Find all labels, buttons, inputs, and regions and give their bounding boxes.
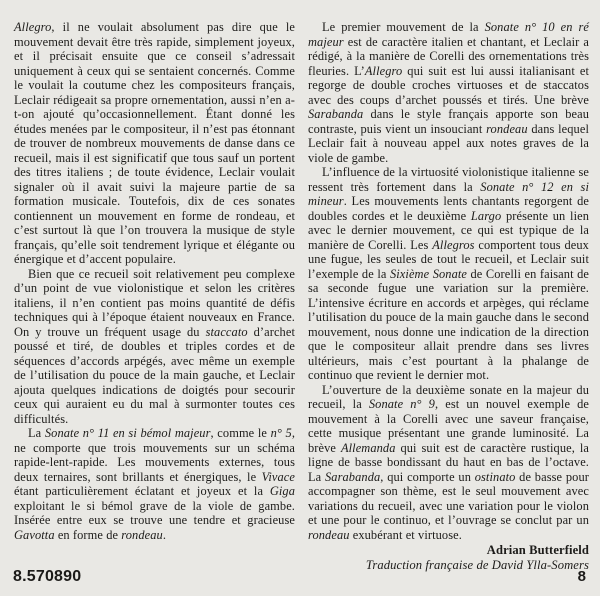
italic-text-segment: Sixième Sonate <box>389 266 468 281</box>
italic-text-segment: rondeau <box>308 527 350 542</box>
text-segment: , qui comporte un <box>380 469 475 484</box>
left-text-column <box>14 20 295 572</box>
italic-text-segment: Sonate n° 11 en si bémol majeur <box>44 426 211 440</box>
signature-block <box>308 543 589 572</box>
text-segment: La <box>28 426 45 440</box>
italic-text-segment: Allegros <box>432 237 475 252</box>
italic-text-segment: Sarabanda <box>308 107 364 121</box>
text-segment: , est un nouvel exemple de mouvement à la Corelli avec une saveur française, cette musique présentant une grande luminosité. La brève <box>308 397 590 455</box>
italic-text-segment: ostinato <box>474 469 516 484</box>
text-segment: , ne comporte que trois mouvements sur un schéma rapide-lent-rapide. Les mouvements externes, tous deux ternaires, sont brillants et énergiques, le <box>14 426 296 484</box>
text-segment: comportent tous deux une fugue, les seules de tout le recueil, et Leclair suit l’exemple de la <box>308 237 589 281</box>
text-segment: dans le style français apporte son beau contraste, puis vient un insouciant <box>308 107 589 136</box>
italic-text-segment: Allemanda <box>340 440 396 455</box>
italic-text-segment: Allegro <box>364 63 403 78</box>
italic-text-segment: rondeau <box>121 527 163 542</box>
text-segment: qui suit est lui aussi italianisant et regorge de double croches virtuoses et de staccatos avec des coups d’archet poussés et tirés. Une brève <box>308 63 589 107</box>
text-segment: de basse pour accompagner son thème, est le seul mouvement avec variations du recueil, avec une variation pour le violon et une pour le continuo, et l’ouvrage se conclut par un <box>308 469 589 527</box>
italic-text-segment: rondeau <box>486 121 528 136</box>
text-segment: en forme de <box>54 527 122 542</box>
paragraph <box>14 426 295 542</box>
text-segment: présente un lien avec le dernier mouvement, ce qui est typique de la manière de Corelli. Les <box>308 208 590 252</box>
text-segment: exploitant le si bémol grave de la viole de gambe. Insérée entre eux se trouve une tendre et gracieuse <box>14 498 295 527</box>
text-segment: est de caractère italien et chantant, et Leclair a rédigé, à la manière de Corelli des ornementations très fleuries. L’ <box>308 34 589 78</box>
translation-credit: Traduction française de David Ylla-Somers <box>365 557 589 572</box>
italic-text-segment: Sarabanda <box>325 469 381 484</box>
text-segment: exubérant et virtuose. <box>349 527 462 542</box>
italic-text-segment: Gavotta <box>14 527 55 542</box>
text-segment: Bien que ce recueil soit relativement peu complexe d’un point de vue violonistique et selon les critères italiens, il n’en contient pas moins quantité de défis techniques qui à l’époque étaient nouveaux en France. On y trouve un fréquent usage du <box>14 266 295 339</box>
text-segment: . <box>162 527 167 542</box>
italic-text-segment: Sonate n° 12 en si mineur <box>308 179 589 208</box>
text-segment: de Corelli en faisant de sa seconde fugue une variation sur la première. L’intensive écriture en accords et arpèges, qui réclame l’utilisation du pouce de la main gauche dans le second mouvement, nous donne une indication de la direction que le compositeur allait prendre dans ses livres ultérieurs, mais c’est pourtant à la phalange de continuo que revient le dernier mot. <box>308 266 590 382</box>
italic-text-segment: Allegro <box>14 20 52 34</box>
paragraph <box>308 165 589 383</box>
text-segment: étant particulièrement éclatant et joyeux et la <box>14 484 270 498</box>
right-text-column <box>308 20 589 572</box>
italic-text-segment: Largo <box>470 208 502 223</box>
author-credit: Adrian Butterfield <box>486 543 589 557</box>
paragraph <box>308 20 589 165</box>
paragraph <box>14 20 295 267</box>
text-segment: qui suit est de caractère rustique, la ligne de basse bondissant du haut en bas de l’octave. La <box>308 440 589 484</box>
italic-text-segment: n° 5 <box>270 426 292 440</box>
text-segment: . Les mouvements lents chantants regorgent de doubles cordes et le deuxième <box>308 194 589 223</box>
right-column-paragraphs <box>308 20 589 542</box>
page-number: 8 <box>577 568 586 585</box>
text-segment: d’archet poussé et tiré, de doubles et triples cordes et de séquences d’accords arpégés, avec même un exemple de l’utilisation du pouce de la main gauche, et Leclair ajouta quelques indications de doigtés pour secourir ceux qui auraient eu du mal à surmonter toutes ces difficultés. <box>14 324 295 426</box>
paragraph <box>14 267 295 427</box>
paragraph <box>308 383 589 543</box>
catalog-number: 8.570890 <box>13 568 82 585</box>
italic-text-segment: Vivace <box>261 469 295 484</box>
text-segment: L’influence de la virtuosité violonistique italienne se ressent très fortement dans la <box>308 165 589 194</box>
italic-text-segment: staccato <box>205 324 248 339</box>
text-segment: L’ouverture de la deuxième sonate en la majeur du recueil, la <box>308 382 589 411</box>
italic-text-segment: Sonate n° 10 en ré majeur <box>308 20 589 49</box>
booklet-page <box>14 20 588 572</box>
text-segment: dans lequel Leclair fait à nouveau appel aux notes graves de la viole de gambe. <box>308 121 589 165</box>
text-segment: , comme le <box>210 426 271 440</box>
text-segment: Le premier mouvement de la <box>322 20 485 34</box>
italic-text-segment: Sonate n° 9 <box>368 397 435 411</box>
text-segment: , il ne voulait absolument pas dire que le mouvement devait être très rapide, simplement joyeux, et il précisait ensuite que ce conseil s’adressait uniquement à ceux qui se sentaient concernés. Comme le voulait la coutume chez les compositeurs français, Leclair rédigeait sa propre ornementation, aussi n’en a-t-on ajouté qu’occasionnellement. Étant donné les études menées par le compositeur, il n’est pas étonnant de trouver de nombreux mouvements de danse dans ce recueil, mais il est significatif que tous sauf un portent des titres italiens ; de toute évidence, Leclair voulait signaler où il avait suivi la majeure partie de sa formation musicale. Toutefois, dix de ces sonates contiennent un mouvement en forme de rondeau, et c’est surtout là que l’on trouvera la musique de style français, qu’elle soit tendrement lyrique et élégante ou énergique et d’accent populaire. <box>14 20 295 266</box>
italic-text-segment: Giga <box>269 484 295 498</box>
